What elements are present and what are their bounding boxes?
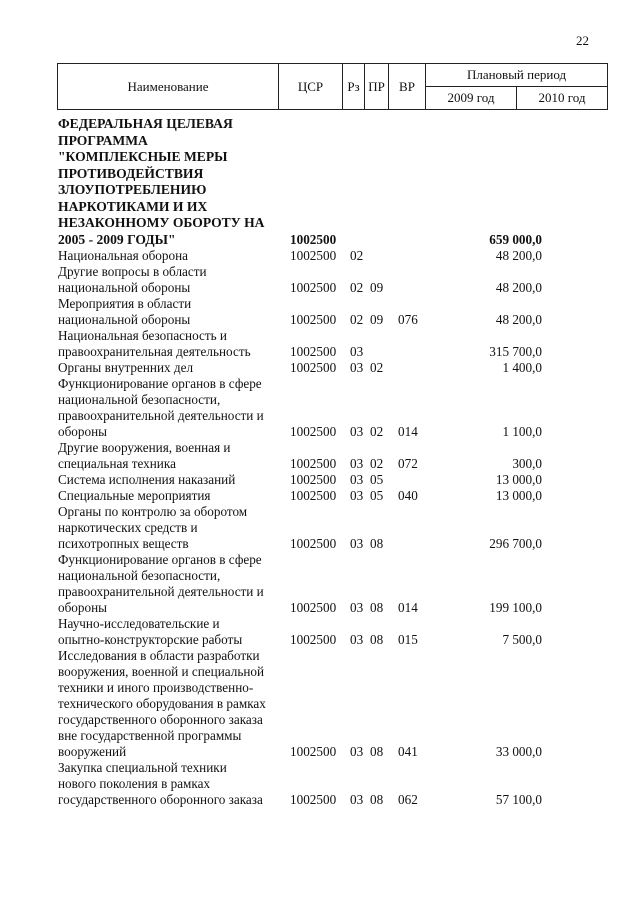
row-name: Функционирование органов в сфере национальной безопасности, правоохранительной деятельности и обороны — [58, 376, 264, 439]
table-row — [58, 360, 618, 376]
table-header — [57, 63, 608, 110]
table-row — [58, 440, 618, 472]
row-sum: 7 500,0 — [502, 632, 542, 647]
row-sum: 315 700,0 — [489, 344, 542, 359]
table-row — [58, 296, 618, 328]
row-pr: 08 — [370, 792, 384, 807]
row-pr: 05 — [370, 472, 384, 487]
row-name: Национальная оборона — [58, 248, 188, 263]
row-name: ФЕДЕРАЛЬНАЯ ЦЕЛЕВАЯ ПРОГРАММА "КОМПЛЕКСНЫЕ МЕРЫ ПРОТИВОДЕЙСТВИЯ ЗЛОУПОТРЕБЛЕНИЮ НАРКОТИКАМИ И ИХ НЕЗАКОННОМУ ОБОРОТУ НА 2005 - 2009 ГОДЫ" — [58, 116, 265, 247]
table-row — [58, 376, 618, 440]
row-sum: 57 100,0 — [495, 792, 542, 807]
row-rz: 03 — [350, 632, 364, 647]
row-rz: 03 — [350, 600, 364, 615]
row-name: Исследования в области разработки вооружения, военной и специальной техники и иного производственно- технического оборудования в рамках государственного оборонного заказа вне государственной программы вооружений — [58, 648, 266, 759]
row-vr: 014 — [398, 424, 418, 439]
row-name: Другие вооружения, военная и специальная техника — [58, 440, 231, 471]
table-row — [58, 648, 618, 760]
row-rz: 02 — [350, 280, 364, 295]
row-rz: 03 — [350, 792, 364, 807]
row-rz: 03 — [350, 472, 364, 487]
row-csr: 1002500 — [290, 456, 337, 471]
row-sum: 48 200,0 — [495, 312, 542, 327]
row-csr: 1002500 — [290, 280, 337, 295]
row-sum: 296 700,0 — [489, 536, 542, 551]
row-vr: 040 — [398, 488, 418, 503]
header-rz: Рз — [343, 64, 365, 110]
row-name: Национальная безопасность и правоохранительная деятельность — [58, 328, 251, 359]
table-row — [58, 616, 618, 648]
row-vr: 076 — [398, 312, 418, 327]
row-name: Органы по контролю за оборотом наркотических средств и психотропных веществ — [58, 504, 248, 551]
row-sum: 659 000,0 — [489, 232, 542, 247]
table-row — [58, 552, 618, 616]
header-planned-period: Плановый период — [426, 64, 608, 87]
row-pr: 09 — [370, 312, 384, 327]
row-sum: 199 100,0 — [489, 600, 542, 615]
row-pr: 02 — [370, 360, 384, 375]
table-row — [58, 328, 618, 360]
row-sum: 300,0 — [512, 456, 542, 471]
row-pr: 09 — [370, 280, 384, 295]
row-name: Специальные мероприятия — [58, 488, 211, 503]
page-number: 22 — [576, 33, 589, 48]
header-year-2010: 2010 год — [517, 87, 608, 110]
header-csr: ЦСР — [279, 64, 343, 110]
row-pr: 02 — [370, 456, 384, 471]
row-name: Функционирование органов в сфере национальной безопасности, правоохранительной деятельности и обороны — [58, 552, 264, 615]
row-csr: 1002500 — [290, 344, 337, 359]
row-sum: 48 200,0 — [495, 280, 542, 295]
row-rz: 03 — [350, 360, 364, 375]
row-vr: 041 — [398, 744, 418, 759]
budget-rows — [58, 116, 618, 808]
row-sum: 1 400,0 — [502, 360, 542, 375]
row-name: Система исполнения наказаний — [58, 472, 236, 487]
row-sum: 13 000,0 — [495, 472, 542, 487]
row-csr: 1002500 — [290, 488, 337, 503]
row-vr: 072 — [398, 456, 418, 471]
row-rz: 03 — [350, 344, 364, 359]
table-row — [58, 472, 618, 488]
row-csr: 1002500 — [290, 424, 337, 439]
row-pr: 08 — [370, 600, 384, 615]
row-rz: 03 — [350, 744, 364, 759]
table-row — [58, 248, 618, 264]
row-rz: 03 — [350, 536, 364, 551]
row-csr: 1002500 — [290, 232, 337, 247]
row-csr: 1002500 — [290, 744, 337, 759]
row-name: Научно-исследовательские и опытно-конструкторские работы — [58, 616, 243, 647]
row-csr: 1002500 — [290, 248, 337, 263]
header-vr: ВР — [389, 64, 426, 110]
row-pr: 02 — [370, 424, 384, 439]
row-vr: 062 — [398, 792, 418, 807]
row-csr: 1002500 — [290, 360, 337, 375]
row-name: Другие вопросы в области национальной обороны — [58, 264, 207, 295]
row-vr: 015 — [398, 632, 418, 647]
row-csr: 1002500 — [290, 472, 337, 487]
row-sum: 48 200,0 — [495, 248, 542, 263]
header-year-2009: 2009 год — [426, 87, 517, 110]
header-pr: ПР — [365, 64, 389, 110]
table-row — [58, 760, 618, 808]
row-name: Органы внутренних дел — [58, 360, 194, 375]
row-pr: 08 — [370, 744, 384, 759]
row-pr: 08 — [370, 536, 384, 551]
row-sum: 1 100,0 — [502, 424, 542, 439]
row-sum: 33 000,0 — [495, 744, 542, 759]
row-csr: 1002500 — [290, 792, 337, 807]
row-csr: 1002500 — [290, 312, 337, 327]
header-name: Наименование — [58, 64, 279, 110]
row-rz: 03 — [350, 456, 364, 471]
row-name: Закупка специальной техники нового поколения в рамках государственного оборонного заказа — [58, 760, 263, 807]
row-sum: 13 000,0 — [495, 488, 542, 503]
table-row — [58, 504, 618, 552]
row-pr: 05 — [370, 488, 384, 503]
row-rz: 03 — [350, 488, 364, 503]
row-rz: 03 — [350, 424, 364, 439]
row-csr: 1002500 — [290, 632, 337, 647]
row-rz: 02 — [350, 312, 364, 327]
row-rz: 02 — [350, 248, 364, 263]
row-vr: 014 — [398, 600, 418, 615]
table-row — [58, 264, 618, 296]
row-csr: 1002500 — [290, 600, 337, 615]
table-row — [58, 488, 618, 504]
row-pr: 08 — [370, 632, 384, 647]
row-csr: 1002500 — [290, 536, 337, 551]
row-name: Мероприятия в области национальной обороны — [58, 296, 192, 327]
table-row — [58, 116, 618, 248]
